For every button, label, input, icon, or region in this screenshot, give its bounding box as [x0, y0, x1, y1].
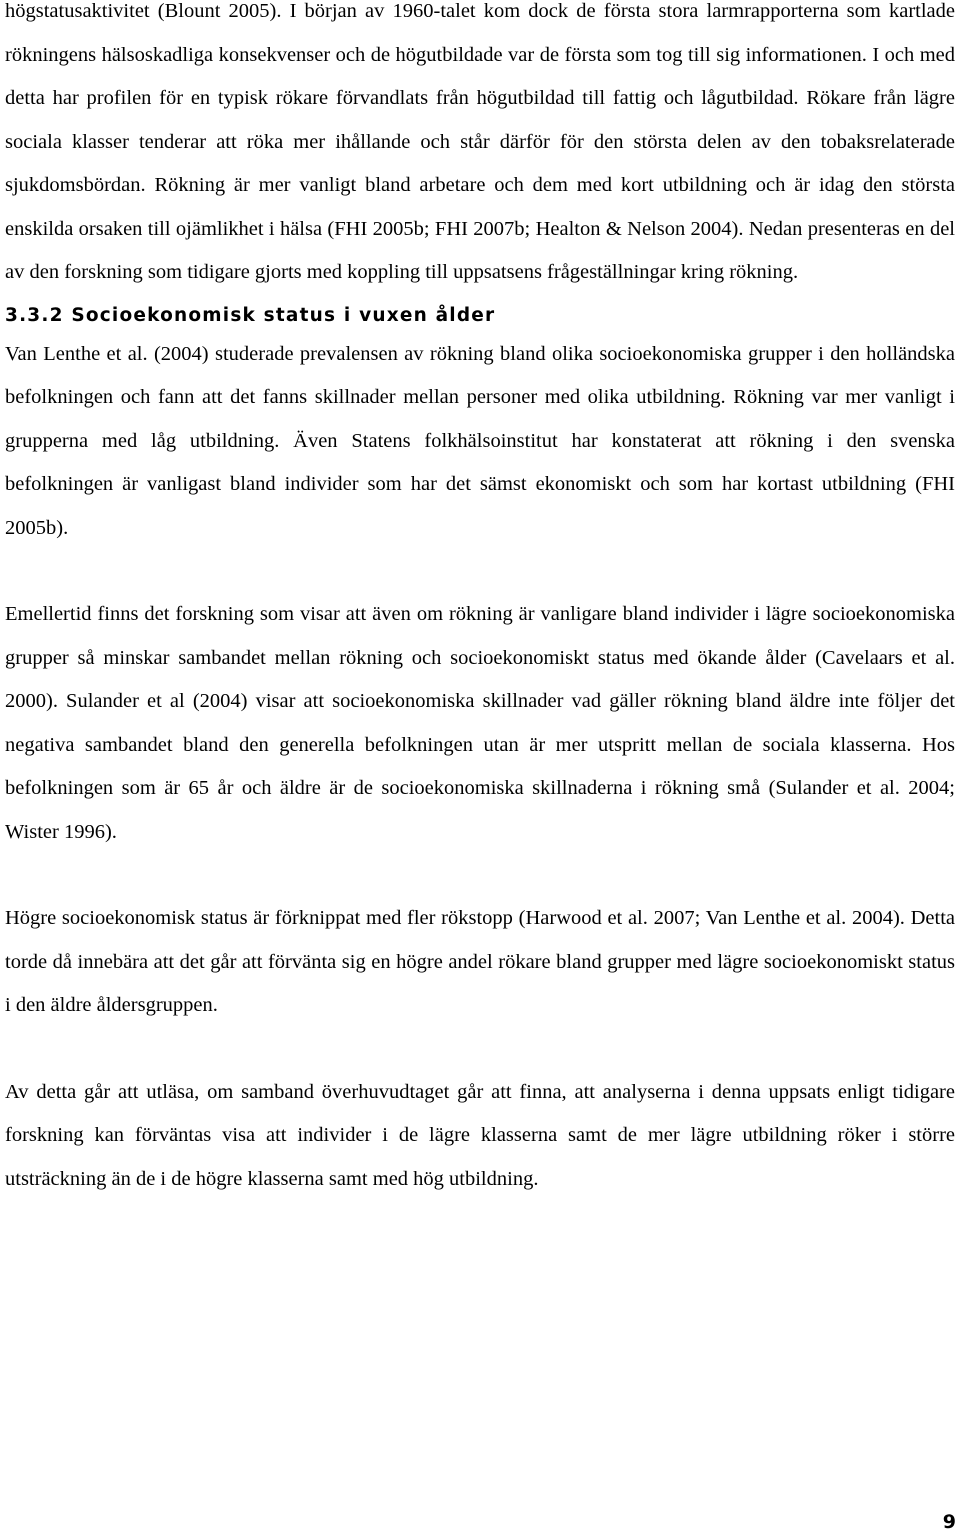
page-number: 9 [942, 1511, 956, 1533]
paragraph-van-lenthe: Van Lenthe et al. (2004) studerade prevalensen av rökning bland olika socioekonomiska grupper i den holländska befolkningen och fann att det fanns skillnader mellan personer med olika utbildning. Rökning var mer vanligt i grupperna med låg utbildning. Även Statens folkhälsoinstitut har konstaterat att rökning i den svenska befolkningen är vanligast bland individer som har det sämst ekonomiskt och som har kortast utbildning (FHI 2005b). [5, 342, 955, 539]
paragraph-hogre-status: Högre socioekonomisk status är förknippat med fler rökstopp (Harwood et al. 2007; Van Lenthe et al. 2004). Detta torde då innebära att det går att förvänta sig en högre andel rökare bland grupper med lägre socioekonomiskt status i den äldre åldersgruppen. [5, 907, 955, 1016]
paragraph-conclusion: Av detta går att utläsa, om samband överhuvudtaget går att finna, att analyserna i denna uppsats enligt tidigare forskning kan förväntas visa att individer i de lägre klasserna samt de mer lägre utbildning röker i större utsträckning än de i de högre klasserna samt med hög utbildning. [5, 1080, 955, 1190]
paragraph-emellertid: Emellertid finns det forskning som visar att även om rökning är vanligare bland individer i lägre socioekonomiska grupper så minskar sambandet mellan rökning och socioekonomiskt status med ökande ålder (Cavelaars et al. 2000). Sulander et al (2004) visar att socioekonomiska skillnader vad gäller rökning bland äldre inte följer det negativa sambandet bland den generella befolkningen utan är mer utspritt mellan de sociala klasserna. Hos befolkningen som är 65 år och äldre är de socioekonomiska skillnaderna i rökning små (Sulander et al. 2004; Wister 1996). [5, 603, 955, 843]
document-page [5, 0, 955, 1201]
paragraph-intro: högstatusaktivitet (Blount 2005). I början av 1960-talet kom dock de första stora larmrapporterna som kartlade rökningens hälsoskadliga konsekvenser och de högutbildade var de första som tog till sig informationen. I och med detta har profilen för en typisk rökare förvandlats från högutbildad till fattig och lågutbildad. Rökare från lägre sociala klasser tenderar att röka mer ihållande och står därför för den största delen av den tobaksrelaterade sjukdomsbördan. Rökning är mer vanligt bland arbetare och dem med kort utbildning och är idag den största enskilda orsaken till ojämlikhet i hälsa (FHI 2005b; FHI 2007b; Healton & Nelson 2004). Nedan presenteras en del av den forskning som tidigare gjorts med koppling till uppsatsens frågeställningar kring rökning. [5, 0, 955, 283]
section-heading: 3.3.2 Socioekonomisk status i vuxen ålder [5, 304, 496, 326]
